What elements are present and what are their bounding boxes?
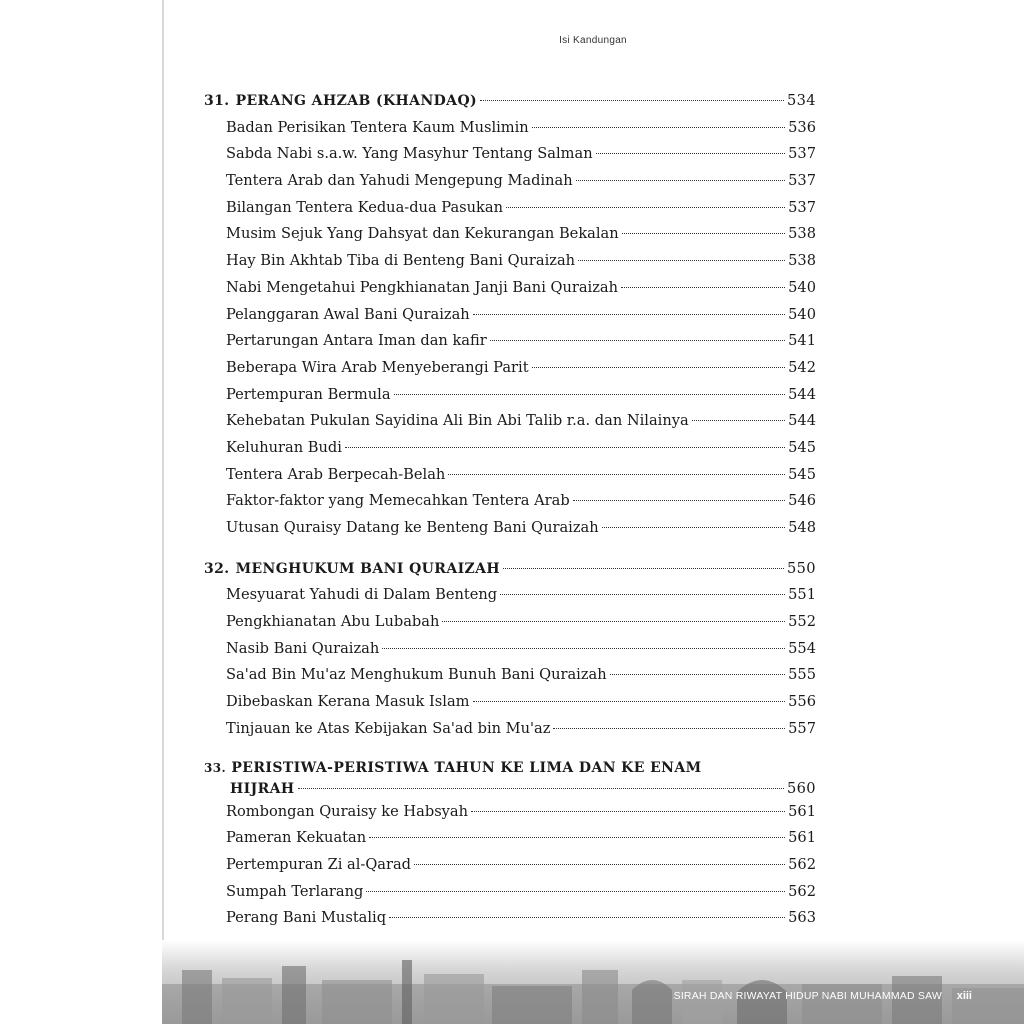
dot-leader xyxy=(389,917,785,918)
page-number: 561 xyxy=(788,802,816,820)
toc-entry xyxy=(204,879,816,906)
book-page xyxy=(162,0,1024,1024)
chapter-title-line1: PERISTIWA-PERISTIWA TAHUN KE LIMA DAN KE ENAM xyxy=(231,759,702,776)
page-number: 550 xyxy=(786,559,816,577)
entry-label: Kehebatan Pukulan Sayidina Ali Bin Abi Talib r.a. dan Nilainya xyxy=(226,412,689,430)
page-number: 551 xyxy=(788,586,816,604)
page-number: 545 xyxy=(788,438,816,456)
entry-label: Utusan Quraisy Datang ke Benteng Bani Quraizah xyxy=(226,519,599,536)
toc-entry xyxy=(204,488,816,515)
page-number: 552 xyxy=(788,613,816,631)
chapter-title: MENGHUKUM BANI QURAIZAH xyxy=(235,560,501,577)
page-number: 554 xyxy=(788,639,816,657)
toc-section-31 xyxy=(204,88,816,542)
toc-section-33 xyxy=(204,757,816,932)
dot-leader xyxy=(596,153,786,154)
dot-leader xyxy=(503,568,784,569)
toc-entry xyxy=(204,355,816,382)
toc-entry xyxy=(204,799,816,826)
chapter-row xyxy=(204,556,816,583)
page-number: 540 xyxy=(788,278,816,296)
entry-label: Dibebaskan Kerana Masuk Islam xyxy=(226,693,470,711)
page-number: 534 xyxy=(786,92,816,109)
dot-leader xyxy=(442,621,785,622)
page-number: 545 xyxy=(788,465,816,483)
entry-label: Pertempuran Zi al-Qarad xyxy=(226,855,412,873)
entry-label: Pertarungan Antara Iman dan kafir xyxy=(226,332,487,350)
dot-leader xyxy=(506,207,785,208)
chapter-title-line1-row xyxy=(204,757,816,779)
entry-label: Keluhuran Budi xyxy=(226,438,342,456)
chapter-title: PERANG AHZAB (KHANDAQ) xyxy=(235,93,478,109)
dot-leader xyxy=(480,100,784,101)
dot-leader xyxy=(532,127,785,128)
chapter-title-line2: HIJRAH xyxy=(230,780,295,797)
page-number: 555 xyxy=(788,666,816,684)
toc-entry xyxy=(204,716,816,743)
page-number: 538 xyxy=(788,252,816,270)
toc-section-32 xyxy=(204,556,816,743)
footer-band xyxy=(162,940,1024,1024)
entry-label: Tentera Arab dan Yahudi Mengepung Madinah xyxy=(226,172,573,190)
dot-leader xyxy=(366,891,785,892)
toc-entry xyxy=(204,248,816,275)
entry-label: Badan Perisikan Tentera Kaum Muslimin xyxy=(226,118,529,136)
dot-leader xyxy=(576,180,786,181)
footer-page-number: xiii xyxy=(956,990,972,1002)
entry-label: Nasib Bani Quraizah xyxy=(226,639,380,657)
entry-label: Nabi Mengetahui Pengkhianatan Janji Bani Quraizah xyxy=(226,278,619,296)
entry-label: Sumpah Terlarang xyxy=(226,882,364,900)
dot-leader xyxy=(414,864,785,865)
dot-leader xyxy=(369,837,785,838)
dot-leader xyxy=(621,287,785,288)
dot-leader xyxy=(471,811,785,812)
entry-label: Sa'ad Bin Mu'az Menghukum Bunuh Bani Quraizah xyxy=(226,666,607,684)
entry-label: Hay Bin Akhtab Tiba di Benteng Bani Quraizah xyxy=(226,252,576,270)
page-number: 563 xyxy=(788,909,816,927)
dot-leader xyxy=(622,233,786,234)
chapter-number: 33. xyxy=(204,760,227,775)
table-of-contents xyxy=(204,88,816,946)
running-head: Isi Kandungan xyxy=(559,35,627,46)
page-number: 536 xyxy=(788,118,816,136)
dot-leader xyxy=(532,367,786,368)
dot-leader xyxy=(298,788,784,789)
entry-label: Pameran Kekuatan xyxy=(226,829,367,847)
dot-leader xyxy=(610,674,786,675)
dot-leader xyxy=(345,447,785,448)
entry-label: Rombongan Quraisy ke Habsyah xyxy=(226,802,469,820)
chapter-number: 32. xyxy=(204,560,230,577)
entry-label: Bilangan Tentera Kedua-dua Pasukan xyxy=(226,198,503,216)
chapter-row xyxy=(204,88,816,115)
entry-label: Perang Bani Mustaliq xyxy=(226,909,387,927)
page-number: 560 xyxy=(786,779,816,797)
toc-entry xyxy=(204,408,816,435)
dot-leader xyxy=(602,527,786,528)
entry-label: Musim Sejuk Yang Dahsyat dan Kekurangan Bekalan xyxy=(226,225,619,243)
toc-entry xyxy=(204,382,816,409)
entry-label: Tinjauan ke Atas Kebijakan Sa'ad bin Mu'az xyxy=(226,719,551,737)
toc-entry xyxy=(204,275,816,302)
page-number: 556 xyxy=(788,693,816,711)
page-number: 542 xyxy=(788,358,816,376)
dot-leader xyxy=(382,648,785,649)
chapter-number: 31. xyxy=(204,93,230,109)
toc-entry xyxy=(204,852,816,879)
page-number: 544 xyxy=(788,385,816,403)
toc-entry xyxy=(204,609,816,636)
dot-leader xyxy=(500,594,785,595)
page-number: 537 xyxy=(788,145,816,163)
toc-entry xyxy=(204,302,816,329)
page-number: 557 xyxy=(788,719,816,737)
toc-entry xyxy=(204,115,816,142)
dot-leader xyxy=(473,701,786,702)
dot-leader xyxy=(692,420,785,421)
chapter-row xyxy=(204,779,816,799)
dot-leader xyxy=(490,340,785,341)
toc-entry xyxy=(204,195,816,222)
dot-leader xyxy=(394,394,786,395)
dot-leader xyxy=(578,260,785,261)
toc-entry xyxy=(204,328,816,355)
toc-entry xyxy=(204,221,816,248)
entry-label: Beberapa Wira Arab Menyeberangi Parit xyxy=(226,358,529,376)
page-number: 562 xyxy=(788,855,816,873)
toc-entry xyxy=(204,582,816,609)
entry-label: Mesyuarat Yahudi di Dalam Benteng xyxy=(226,586,498,604)
toc-entry xyxy=(204,141,816,168)
toc-entry xyxy=(204,689,816,716)
page-number: 562 xyxy=(788,882,816,900)
entry-label: Faktor-faktor yang Memecahkan Tentera Arab xyxy=(226,492,570,510)
dot-leader xyxy=(473,314,785,315)
toc-entry xyxy=(204,662,816,689)
page-edge xyxy=(162,0,164,1024)
page-number: 561 xyxy=(788,829,816,847)
page-number: 537 xyxy=(788,198,816,216)
toc-entry xyxy=(204,515,816,542)
toc-entry xyxy=(204,825,816,852)
page-number: 537 xyxy=(788,172,816,190)
entry-label: Sabda Nabi s.a.w. Yang Masyhur Tentang Salman xyxy=(226,145,593,163)
toc-entry xyxy=(204,435,816,462)
page-number: 538 xyxy=(788,225,816,243)
toc-entry xyxy=(204,905,816,932)
toc-entry xyxy=(204,462,816,489)
page-number: 544 xyxy=(788,412,816,430)
city-skyline-illustration xyxy=(162,940,1024,1024)
page-number: 548 xyxy=(788,519,816,536)
footer-book-title: SIRAH DAN RIWAYAT HIDUP NABI MUHAMMAD SAW xyxy=(673,990,942,1002)
entry-label: Pengkhianatan Abu Lubabah xyxy=(226,613,440,631)
entry-label: Pelanggaran Awal Bani Quraizah xyxy=(226,305,470,323)
page-number: 541 xyxy=(788,332,816,350)
entry-label: Tentera Arab Berpecah-Belah xyxy=(226,465,446,483)
toc-entry xyxy=(204,168,816,195)
toc-entry xyxy=(204,636,816,663)
page-number: 540 xyxy=(788,305,816,323)
dot-leader xyxy=(448,474,785,475)
dot-leader xyxy=(553,728,785,729)
page-number: 546 xyxy=(788,492,816,510)
entry-label: Pertempuran Bermula xyxy=(226,385,391,403)
dot-leader xyxy=(573,500,785,501)
